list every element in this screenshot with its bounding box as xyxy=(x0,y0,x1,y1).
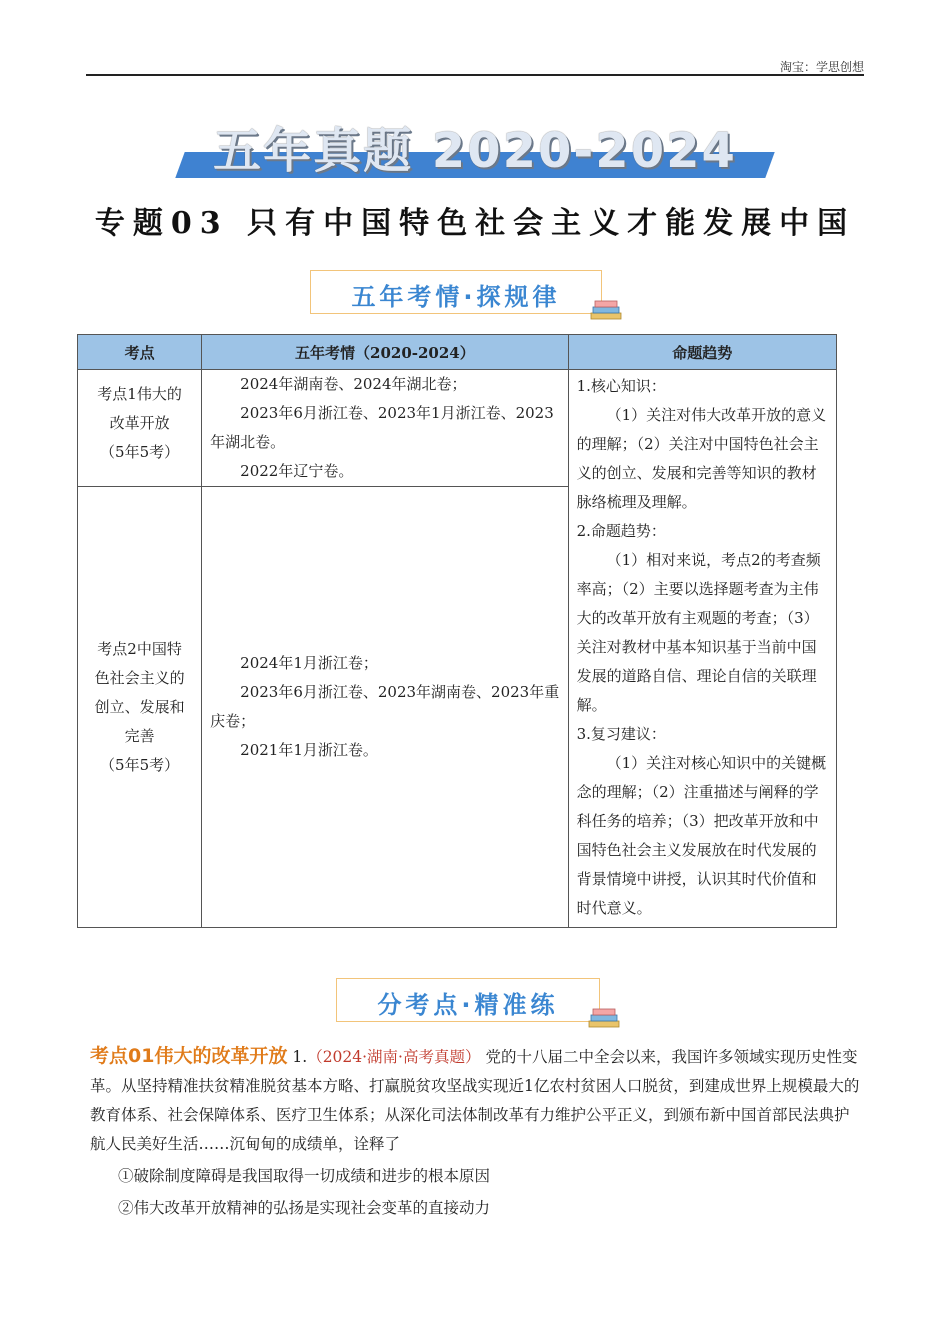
exam-history-cell xyxy=(202,487,568,928)
exam-point-line: 完善 xyxy=(124,726,155,745)
exam-point-line: 改革开放 xyxy=(109,414,170,432)
trend-heading: 3.复习建议： xyxy=(576,725,666,743)
exam-trend-table xyxy=(77,334,837,928)
header-text: 淘宝：学思创想 xyxy=(779,60,864,74)
exam-point-cell xyxy=(78,487,202,928)
question-stem: 党的十八届二中全会以来，我国许多领域实现历史性变革。从坚持精准扶贫精准脱贫基本方略、打赢脱贫攻坚战实现近1亿农村贫困人口脱贫，到建成世界上规模最大的教育体系、社会保障体系、医疗卫生体系；从深化司法体制改革有力维护公平正义，到颁布新中国首部民法典护航人民美好生活……沉甸甸的成绩单，诠释了 xyxy=(90,1048,860,1153)
books-icon xyxy=(587,1005,621,1031)
trend-paragraph: （1）关注对核心知识中的关键概念的理解；（2）注重描述与阐释的学科任务的培养；（3）把改革开放和中国特色社会主义发展放在时代发展的背景情境中讲授，认识其时代价值和时代意义。 xyxy=(576,754,827,917)
table-header-cell: 命题趋势 xyxy=(568,335,836,370)
section-heading-practice xyxy=(336,978,600,1022)
header-divider xyxy=(86,74,864,76)
table-header-cell: 五年考情（2020-2024） xyxy=(202,335,568,370)
question-number: 1. xyxy=(292,1048,308,1066)
exam-point-line: 考点1伟大的 xyxy=(97,385,182,403)
exam-point-line: 创立、发展和 xyxy=(94,697,185,716)
exam-history-line: 2023年6月浙江卷、2023年湖南卷、2023年重庆卷； xyxy=(210,683,560,730)
option-1: ①破除制度障碍是我国取得一切成绩和进步的根本原因 xyxy=(118,1167,491,1185)
page-title: 专题03 只有中国特色社会主义才能发展中国 xyxy=(94,206,856,241)
books-icon xyxy=(589,297,623,323)
table-row xyxy=(78,370,837,487)
section-heading-trends xyxy=(310,270,602,314)
option-2: ②伟大改革开放精神的弘扬是实现社会变革的直接动力 xyxy=(118,1199,491,1217)
question-source: （2024·湖南·高考真题） xyxy=(307,1048,481,1066)
trend-paragraph: （1）相对来说，考点2的考查频率高；（2）主要以选择题考查为主伟大的改革开放有主观题的考查；（3）关注对教材中基本知识基于当前中国发展的道路自信、理论自信的关联理解。 xyxy=(576,551,821,714)
section-heading-label: 五年考情·探规律 xyxy=(351,283,561,311)
table-header-cell: 考点 xyxy=(78,335,202,370)
trend-heading: 2.命题趋势： xyxy=(576,522,666,540)
exam-history-cell xyxy=(202,370,568,487)
banner xyxy=(180,112,770,184)
exam-history-line: 2024年1月浙江卷； xyxy=(240,654,378,672)
trend-cell xyxy=(568,370,836,928)
section-heading-label: 分考点·精准练 xyxy=(377,991,559,1019)
exam-point-title: 考点01伟大的改革开放 xyxy=(90,1045,288,1067)
exam-point-cell xyxy=(78,370,202,487)
table-header-row xyxy=(78,335,837,370)
exam-history-line: 2024年湖南卷、2024年湖北卷； xyxy=(240,375,467,393)
exam-point-line: （5年5考） xyxy=(100,443,180,461)
exam-point-line: 考点2中国特 xyxy=(97,639,182,658)
exam-history-line: 2023年6月浙江卷、2023年1月浙江卷、2023年湖北卷。 xyxy=(210,404,554,451)
exam-point-line: 色社会主义的 xyxy=(94,668,185,687)
trend-paragraph: （1）关注对伟大改革开放的意义的理解；（2）关注对中国特色社会主义的创立、发展和完善等知识的教材脉络梳理及理解。 xyxy=(576,406,827,511)
trend-heading: 1.核心知识： xyxy=(576,377,666,395)
exam-point-line: （5年5考） xyxy=(100,755,180,774)
question-1 xyxy=(90,1042,860,1159)
exam-history-line: 2021年1月浙江卷。 xyxy=(240,741,378,759)
exam-history-line: 2022年辽宁卷。 xyxy=(240,462,354,480)
banner-title: 五年真题 2020-2024 xyxy=(213,123,737,179)
